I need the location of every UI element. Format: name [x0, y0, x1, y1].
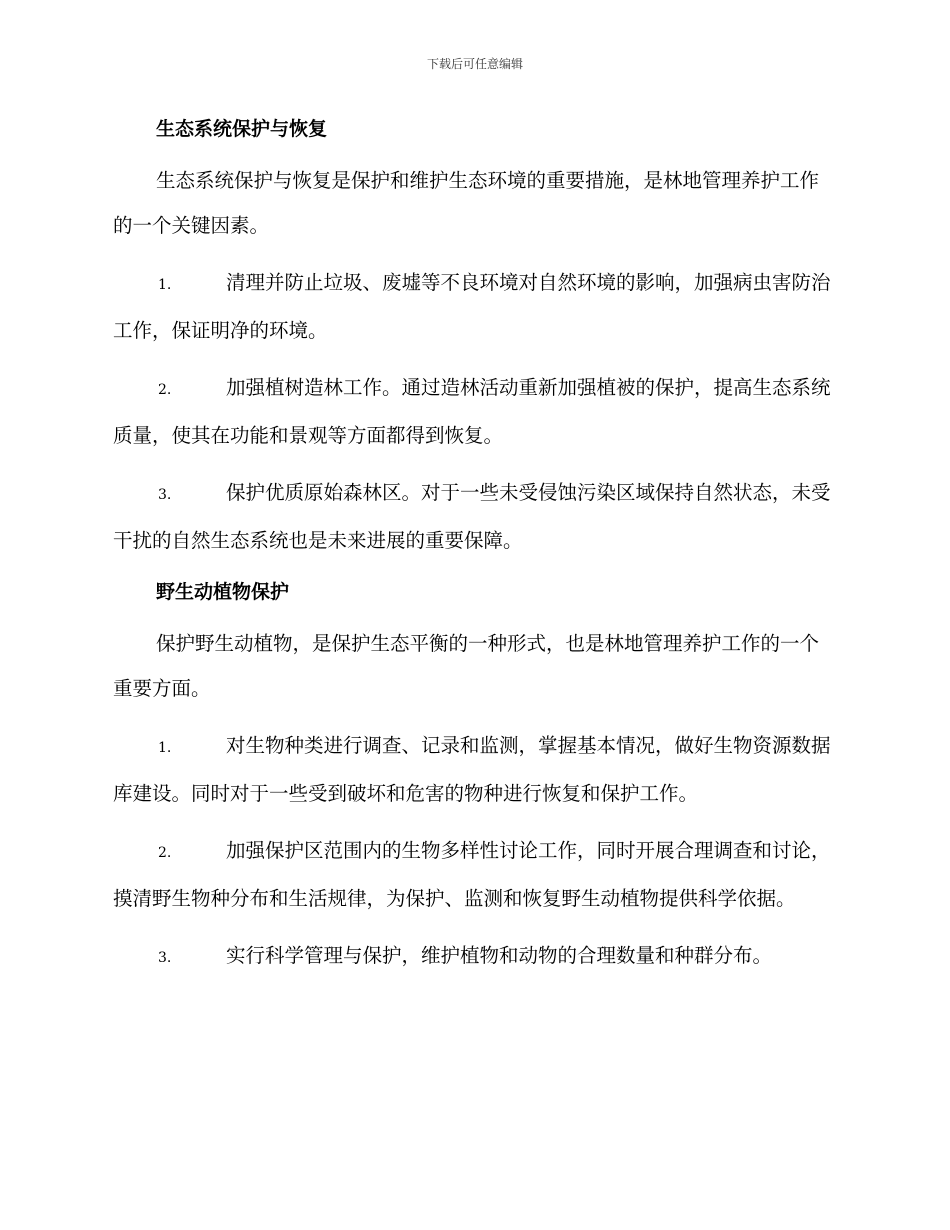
list-item-text: 保护优质原始森林区。对于一些未受侵蚀污染区域保持自然状态，未受干扰的自然生态系统也是未来进展的重要保障。	[113, 481, 831, 552]
section-wildlife	[113, 575, 837, 981]
list-item-text: 实行科学管理与保护，维护植物和动物的合理数量和种群分布。	[226, 944, 773, 967]
list-item-text: 清理并防止垃圾、废墟等不良环境对自然环境的影响，加强病虫害防治工作，保证明净的环境。	[113, 271, 831, 342]
section-intro: 生态系统保护与恢复是保护和维护生态环境的重要措施，是林地管理养护工作的一个关键因素。	[113, 169, 820, 237]
section-heading: 生态系统保护与恢复	[156, 118, 328, 140]
list-item-number: 2.	[158, 845, 172, 861]
section-heading: 野生动植物保护	[156, 581, 290, 603]
list-item	[113, 260, 837, 353]
list-item-number: 3.	[158, 487, 172, 503]
section-ecosystem	[113, 112, 837, 563]
section-intro: 保护野生动植物，是保护生态平衡的一种形式，也是林地管理养护工作的一个重要方面。	[113, 632, 820, 700]
list-item	[113, 933, 837, 981]
list-item-number: 3.	[158, 950, 172, 966]
list-item-text: 加强植树造林工作。通过造林活动重新加强植被的保护，提高生态系统质量，使其在功能和景观等方面都得到恢复。	[113, 376, 831, 447]
list-item-number: 2.	[158, 382, 172, 398]
list-item-text: 对生物种类进行调查、记录和监测，掌握基本情况，做好生物资源数据库建设。同时对于一些受到破坏和危害的物种进行恢复和保护工作。	[113, 734, 831, 805]
list-item-text: 加强保护区范围内的生物多样性讨论工作，同时开展合理调查和讨论，摸清野生物种分布和生活规律，为保护、监测和恢复野生动植物提供科学依据。	[113, 839, 831, 910]
list-item-number: 1.	[158, 277, 172, 293]
document-body	[113, 112, 837, 993]
list-item	[113, 470, 837, 563]
list-item	[113, 723, 837, 816]
page-header-note: 下载后可任意编辑	[426, 57, 523, 71]
list-item	[113, 365, 837, 458]
list-item-number: 1.	[158, 740, 172, 756]
list-item	[113, 828, 837, 921]
